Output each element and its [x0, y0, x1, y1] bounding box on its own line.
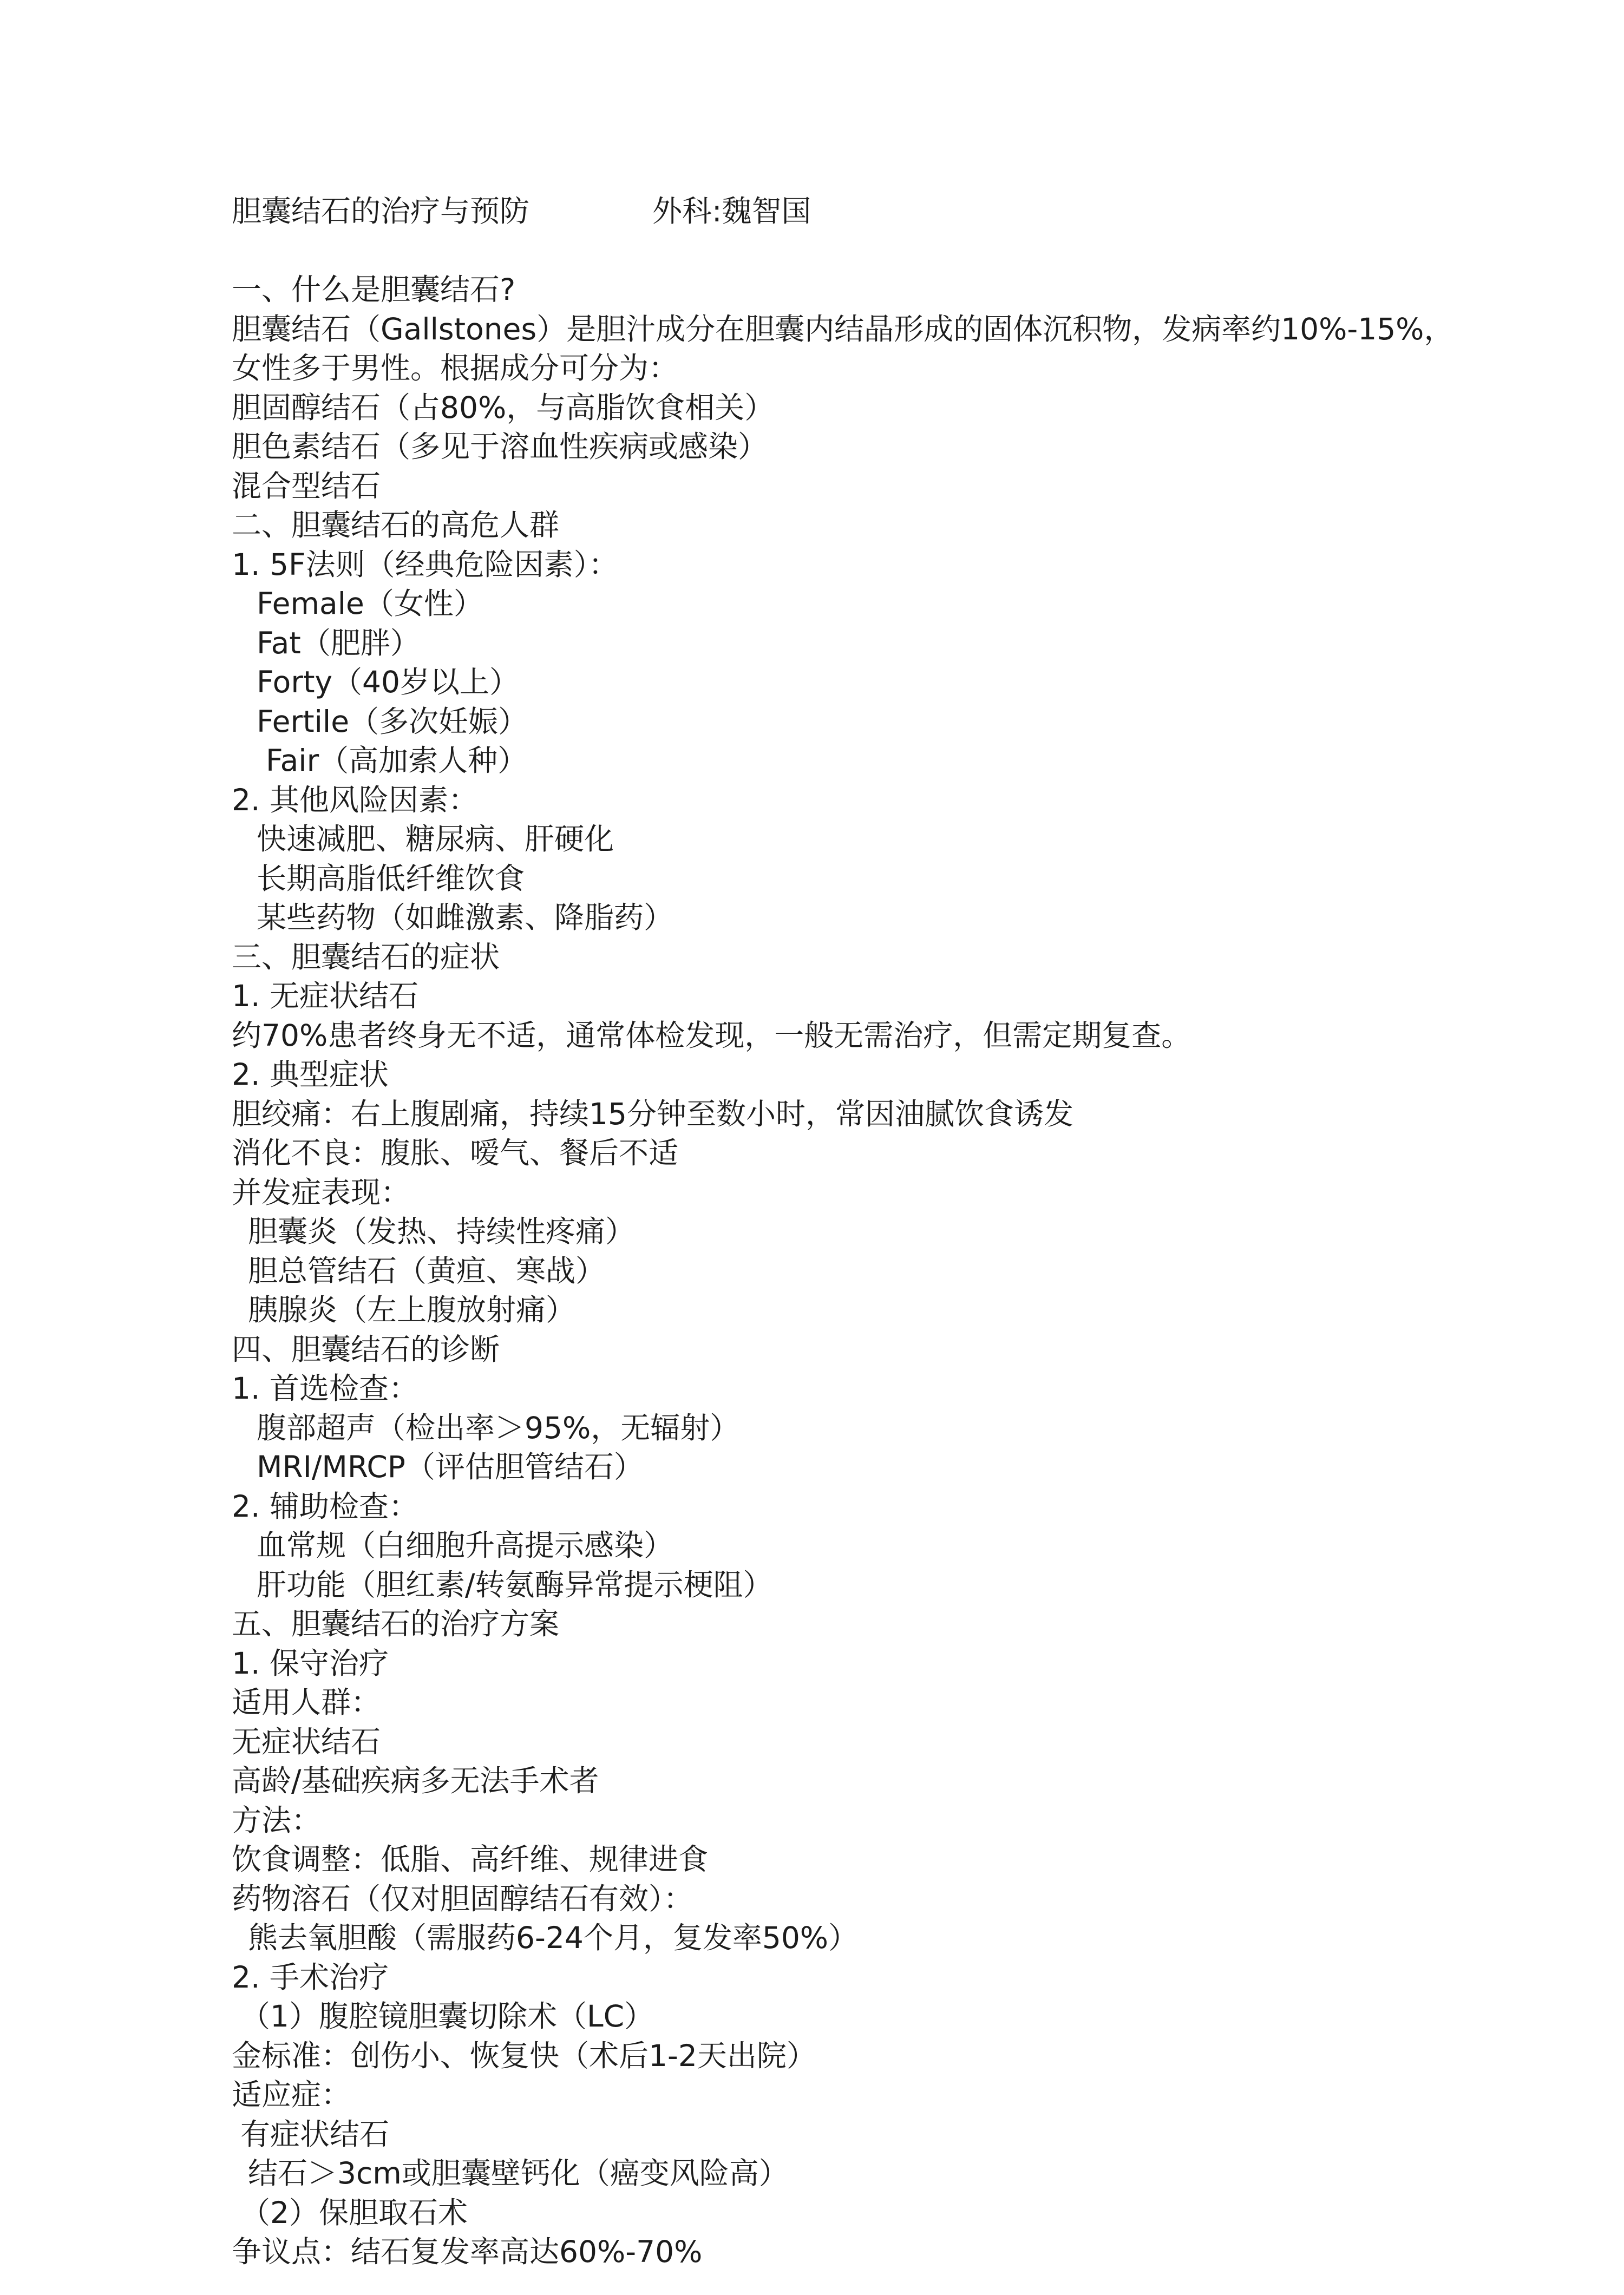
subsection-heading: 2. 辅助检查：: [232, 1489, 418, 1524]
paragraph-line: 金标准：创伤小、恢复快（术后1-2天出院）: [232, 2038, 816, 2073]
blank-line: [232, 231, 1607, 271]
list-item: 混合型结石: [232, 468, 381, 503]
list-item: MRI/MRCP（评估胆管结石）: [257, 1450, 644, 1484]
document-body: [232, 192, 1607, 2272]
list-item: 有症状结石: [240, 2116, 390, 2152]
paragraph-line: 适用人群：: [232, 1685, 381, 1720]
subsection-heading: 2. 手术治疗: [232, 1959, 389, 1995]
list-item: 药物溶石（仅对胆固醇结石有效）：: [232, 1881, 693, 1916]
paragraph-line: 方法：: [232, 1802, 322, 1838]
list-item: Fertile（多次妊娠）: [257, 704, 528, 739]
list-item: 无症状结石: [232, 1724, 381, 1759]
section-symptoms: [232, 937, 1607, 1330]
document-title: 胆囊结石的治疗与预防: [232, 194, 530, 228]
list-item: 熊去氧胆酸（需服药6-24个月，复发率50%）: [248, 1920, 859, 1955]
list-item: 长期高脂低纤维饮食: [257, 861, 525, 896]
subsection-heading: 1. 无症状结石: [232, 979, 418, 1013]
subsection-heading: （1）腹腔镜胆囊切除术（LC）: [240, 1999, 654, 2034]
subsection-heading: 1. 保守治疗: [232, 1645, 389, 1681]
list-item: 结石＞3cm或胆囊壁钙化（癌变风险高）: [248, 2156, 789, 2191]
list-item: 腹部超声（检出率＞95%，无辐射）: [257, 1410, 740, 1445]
section-treatment: [232, 1604, 1607, 2272]
subsection-heading: 1. 首选检查：: [232, 1371, 418, 1406]
paragraph-line: 女性多于男性。根据成分可分为：: [232, 351, 679, 385]
paragraph-line: 消化不良：腹胀、嗳气、餐后不适: [232, 1136, 679, 1170]
paragraph-line: 胆绞痛：右上腹剧痛，持续15分钟至数小时，常因油腻饮食诱发: [232, 1096, 1073, 1131]
list-item: 高龄/基础疾病多无法手术者: [232, 1763, 599, 1798]
list-item: 血常规（白细胞升高提示感染）: [257, 1528, 674, 1563]
section-heading: 二、胆囊结石的高危人群: [232, 508, 560, 542]
list-item: 胆总管结石（黄疸、寒战）: [248, 1253, 606, 1288]
document-author: 外科:魏智国: [652, 194, 811, 228]
subsection-heading: 2. 典型症状: [232, 1057, 389, 1092]
section-high-risk-groups: [232, 506, 1607, 937]
list-item: 胆固醇结石（占80%，与高脂饮食相关）: [232, 390, 775, 425]
list-item: 胆囊炎（发热、持续性疼痛）: [248, 1214, 636, 1249]
list-item: 肝功能（胆红素/转氨酶异常提示梗阻）: [257, 1567, 773, 1602]
paragraph-line: 适应症：: [232, 2077, 351, 2112]
list-item: 饮食调整：低脂、高纤维、规律进食: [232, 1842, 709, 1877]
paragraph-line: 胆囊结石（Gallstones）是胆汁成分在胆囊内结晶形成的固体沉积物，发病率约10%-15%，: [232, 311, 1454, 346]
subsection-heading: （2）保胆取石术: [240, 2195, 468, 2230]
title-row: [232, 192, 1607, 231]
paragraph-line: 约70%患者终身无不适，通常体检发现，一般无需治疗，但需定期复查。: [232, 1018, 1191, 1053]
list-item: 某些药物（如雌激素、降脂药）: [257, 900, 674, 935]
list-item: Forty（40岁以上）: [257, 665, 520, 699]
subsection-heading: 1. 5F法则（经典危险因素）：: [232, 547, 619, 582]
section-heading: 四、胆囊结石的诊断: [232, 1332, 500, 1367]
list-item: 胰腺炎（左上腹放射痛）: [248, 1293, 576, 1327]
section-diagnosis: [232, 1330, 1607, 1605]
list-item: 快速减肥、糖尿病、肝硬化: [257, 822, 614, 856]
paragraph-line: 并发症表现：: [232, 1175, 411, 1210]
section-what-is-gallstone: [232, 270, 1607, 506]
section-heading: 五、胆囊结石的治疗方案: [232, 1606, 560, 1641]
subsection-heading: 2. 其他风险因素：: [232, 782, 478, 817]
section-heading: 三、胆囊结石的症状: [232, 939, 500, 974]
list-item: 胆色素结石（多见于溶血性疾病或感染）: [232, 429, 768, 464]
paragraph-line: 争议点：结石复发率高达60%-70%: [232, 2234, 703, 2269]
list-item: Female（女性）: [257, 586, 483, 621]
section-heading: 一、什么是胆囊结石?: [232, 272, 516, 307]
list-item: Fair（高加索人种）: [266, 743, 528, 778]
list-item: Fat（肥胖）: [257, 625, 420, 660]
